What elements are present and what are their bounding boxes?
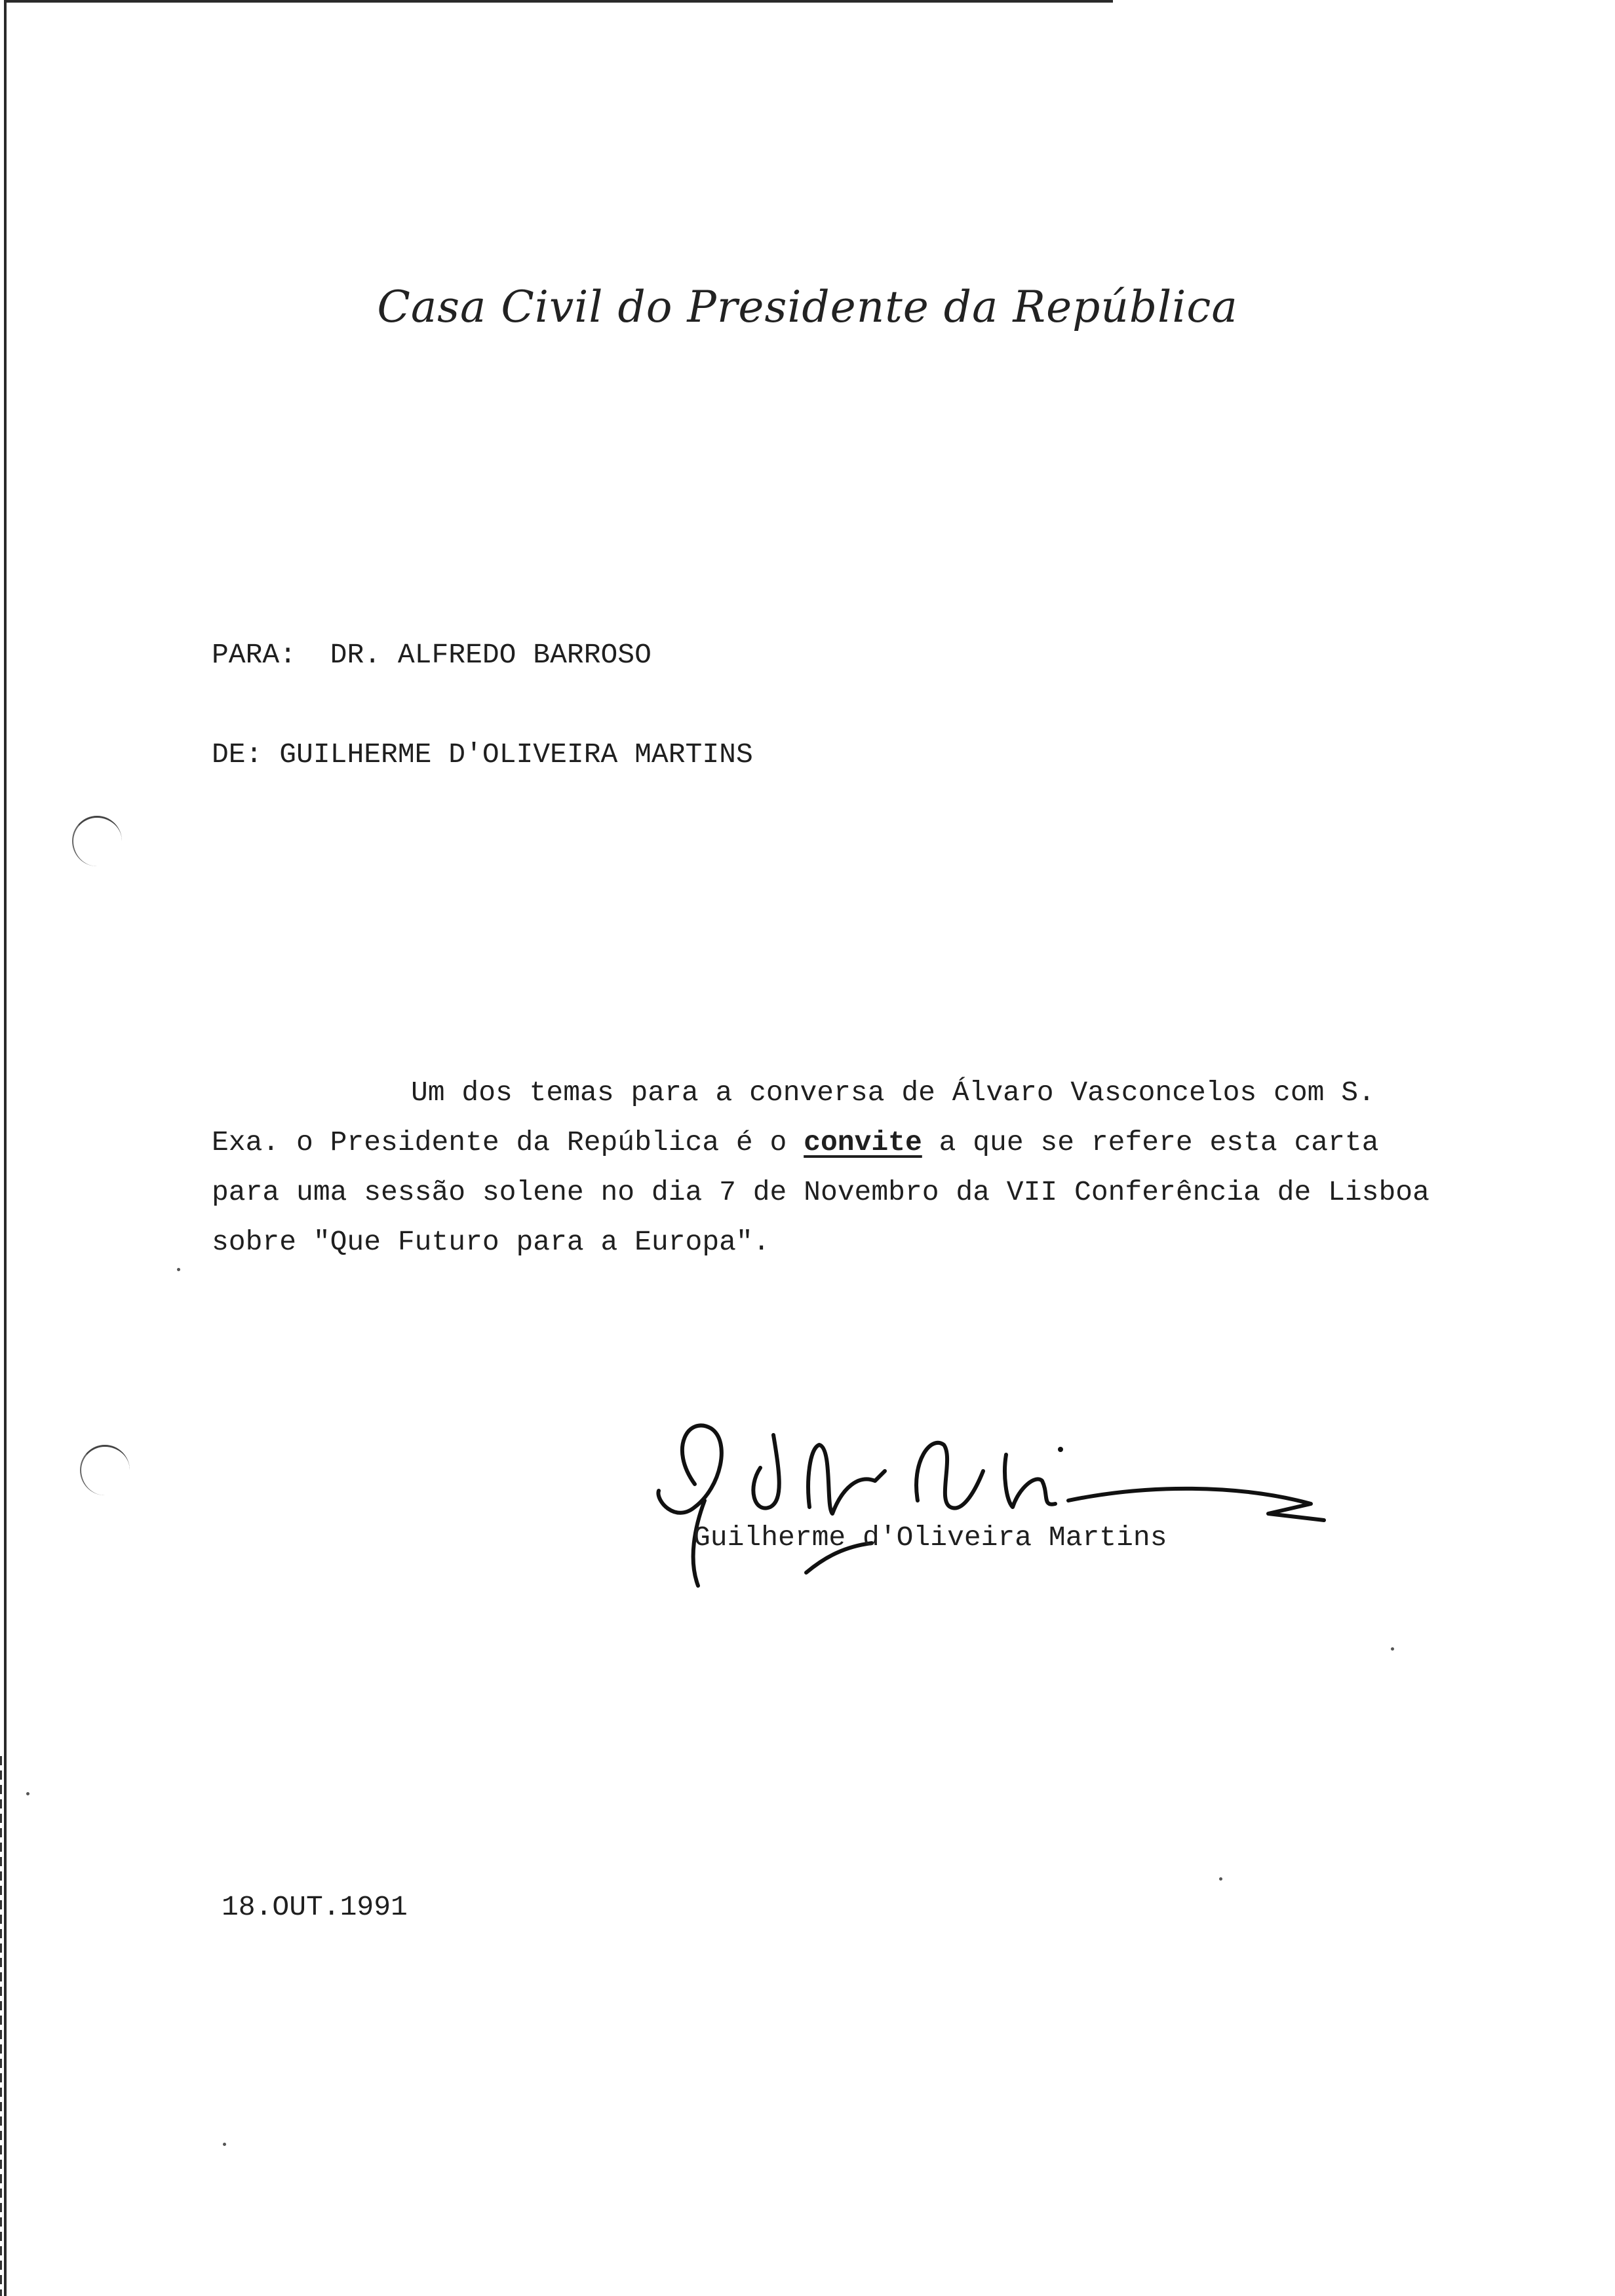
- sig-stroke-l: [916, 1443, 983, 1508]
- scan-speck: [177, 1268, 180, 1271]
- page-edge-left: [4, 0, 7, 2296]
- body-text-end: a que se refere esta carta para uma sessão solene no dia 7 de Novembro da VII Conferência de Lisboa sobre "Que Futuro para a Europa".: [212, 1126, 1430, 1258]
- signatory-name: Guilherme d'Oliveira Martins: [693, 1521, 1167, 1554]
- punch-hole-mark: [80, 1445, 130, 1495]
- sig-dot: [1058, 1447, 1063, 1452]
- scan-speck: [1219, 1877, 1222, 1881]
- recipient-line: [212, 639, 652, 671]
- sender-name: GUILHERME D'OLIVEIRA MARTINS: [279, 738, 753, 771]
- scan-speck: [26, 1792, 29, 1795]
- sig-stroke-loop: [658, 1426, 721, 1513]
- page-edge-top: [5, 0, 1113, 3]
- body-text-start: Um dos temas para a conversa de Álvaro Vasconcelos com S. Exa. o Presidente da República é o: [212, 1077, 1375, 1158]
- letter-date: 18.OUT.1991: [222, 1891, 408, 1923]
- sig-stroke-m: [808, 1445, 885, 1514]
- de-label: DE:: [212, 738, 263, 771]
- letterhead: Casa Civil do Presidente da República: [377, 282, 1238, 332]
- para-label: PARA:: [212, 639, 297, 671]
- punch-hole-mark: [72, 816, 122, 866]
- sig-stroke-flourish: [1068, 1489, 1324, 1520]
- scan-speck: [1391, 1647, 1394, 1651]
- body-emphasis-convite: convite: [804, 1126, 922, 1158]
- sender-line: [212, 738, 753, 771]
- recipient-name: DR. ALFREDO BARROSO: [330, 639, 652, 671]
- handwritten-signature: [649, 1409, 1344, 1599]
- letter-body: [212, 1068, 1437, 1267]
- sig-stroke-h: [1005, 1455, 1055, 1507]
- page-edge-left-perforation: [0, 1756, 2, 2296]
- scan-speck: [223, 2143, 226, 2146]
- sig-stroke-d: [753, 1435, 779, 1508]
